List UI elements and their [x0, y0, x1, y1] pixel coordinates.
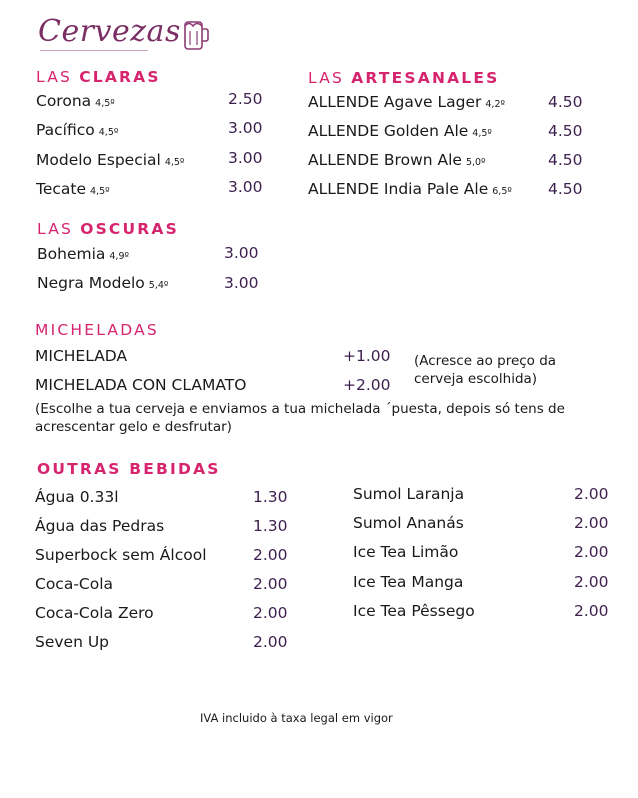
menu-item-name: Sumol Ananás — [353, 514, 464, 532]
menu-item-name: Ice Tea Pêssego — [353, 602, 475, 620]
menu-item-name: Seven Up — [35, 633, 110, 651]
menu-item-price: 3.00 — [228, 119, 263, 137]
section-heading-outras-bebidas: OUTRAS BEBIDAS — [37, 460, 221, 478]
menu-item-name: Coca-Cola — [35, 575, 114, 593]
menu-item-price: 3.00 — [228, 149, 263, 167]
menu-item-price: 2.00 — [253, 633, 288, 651]
menu-item-name: Água das Pedras — [35, 517, 165, 535]
title-underline — [40, 50, 148, 51]
menu-item-price: 2.50 — [228, 90, 263, 108]
menu-item-price: 3.00 — [224, 244, 259, 262]
section-heading-oscuras: LAS OSCURAS — [37, 220, 179, 238]
michelada-note: (Escolhe a tua cerveja e enviamos a tua michelada ´puesta, depois só tens de acrescentar gelo e desfrutar) — [35, 401, 565, 435]
menu-item-price: 3.00 — [224, 274, 259, 292]
menu-item-name: MICHELADA — [35, 347, 128, 365]
menu-item-name: Modelo Especial 4,5º — [36, 151, 185, 169]
section-heading-claras: LAS CLARAS — [36, 68, 161, 86]
menu-item-name: Pacífico 4,5º — [36, 121, 119, 139]
menu-item-price: 1.30 — [253, 488, 288, 506]
menu-item-price: 1.30 — [253, 517, 288, 535]
menu-item-name: Sumol Laranja — [353, 485, 465, 503]
section-heading-artesanales: LAS ARTESANALES — [308, 69, 500, 87]
menu-item-price: 2.00 — [574, 602, 609, 620]
beer-mug-icon — [182, 18, 210, 56]
price-note: (Acresce ao preço da cerveja escolhida) — [414, 353, 557, 387]
menu-item-price: 2.00 — [253, 604, 288, 622]
menu-item-price: 2.00 — [574, 573, 609, 591]
menu-item-price: 2.00 — [574, 543, 609, 561]
menu-item-price: 2.00 — [253, 575, 288, 593]
menu-item-price: 4.50 — [548, 93, 583, 111]
menu-item-name: ALLENDE Agave Lager 4,2º — [308, 93, 505, 111]
menu-item-price: 4.50 — [548, 122, 583, 140]
menu-item-name: ALLENDE India Pale Ale 6,5º — [308, 180, 512, 198]
menu-item-price: +1.00 — [343, 347, 391, 365]
menu-item-price: 4.50 — [548, 180, 583, 198]
menu-item-price: +2.00 — [343, 376, 391, 394]
menu-item-name: Ice Tea Manga — [353, 573, 464, 591]
section-heading-micheladas: MICHELADAS — [35, 321, 159, 339]
menu-item-price: 2.00 — [253, 546, 288, 564]
menu-item-name: ALLENDE Golden Ale 4,5º — [308, 122, 492, 140]
menu-item-name: Ice Tea Limão — [353, 543, 459, 561]
menu-item-name: Coca-Cola Zero — [35, 604, 154, 622]
menu-title: Cervezas — [38, 14, 181, 49]
menu-item-name: Negra Modelo 5,4º — [37, 274, 169, 292]
menu-item-name: MICHELADA CON CLAMATO — [35, 376, 247, 394]
menu-item-price: 3.00 — [228, 178, 263, 196]
tax-footer-note: IVA incluido à taxa legal em vigor — [200, 711, 393, 725]
menu-item-name: Bohemia 4,9º — [37, 245, 129, 263]
menu-item-price: 2.00 — [574, 514, 609, 532]
menu-item-price: 4.50 — [548, 151, 583, 169]
menu-item-name: Água 0.33l — [35, 488, 119, 506]
menu-item-name: Tecate 4,5º — [36, 180, 110, 198]
menu-item-name: ALLENDE Brown Ale 5,0º — [308, 151, 486, 169]
menu-item-name: Superbock sem Álcool — [35, 546, 207, 564]
menu-item-name: Corona 4,5º — [36, 92, 115, 110]
menu-item-price: 2.00 — [574, 485, 609, 503]
